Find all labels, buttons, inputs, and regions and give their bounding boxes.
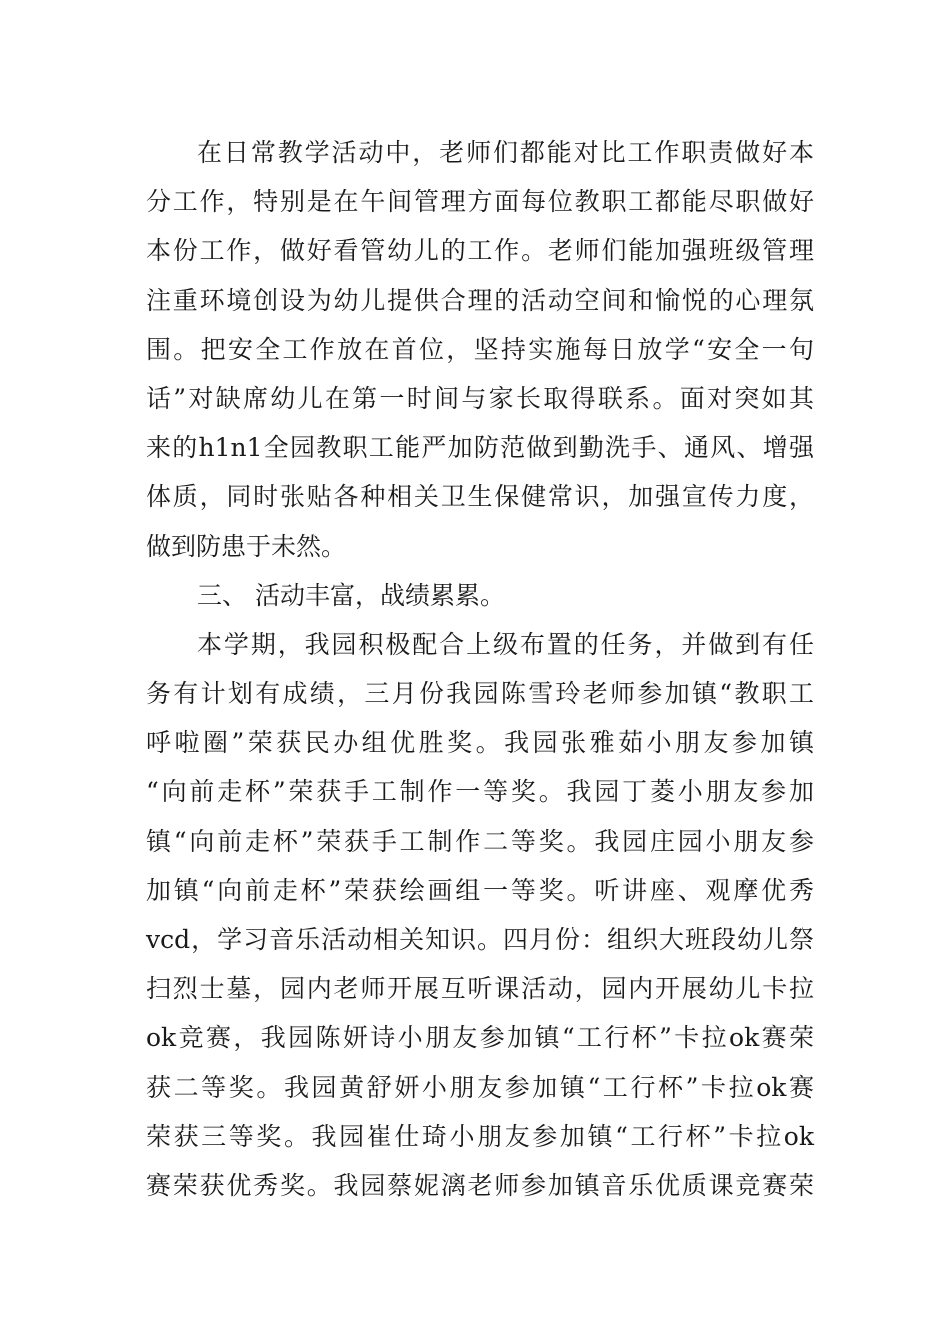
paragraph-2-line-3: 呼啦圈”荣获民办组优胜奖。我园张雅茹小朋友参加镇 [146,728,814,758]
paragraph-1-line-7: 来的h1n1全园教职工能严加防范做到勤洗手、通风、增强 [146,433,814,463]
paragraph-1-line-5: 围。把安全工作放在首位，坚持实施每日放学“安全一句 [146,334,814,364]
paragraph-2-line-10: 获二等奖。我园黄舒妍小朋友参加镇“工行杯”卡拉ok赛 [146,1072,814,1102]
document-body [146,128,814,1210]
paragraph-2-line-8: 扫烈士墓，园内老师开展互听课活动，园内开展幼儿卡拉 [146,974,814,1004]
paragraph-1-line-6: 话”对缺席幼儿在第一时间与家长取得联系。面对突如其 [146,383,814,413]
paragraph-1-line-2: 分工作，特别是在午间管理方面每位教职工都能尽职做好 [146,187,814,217]
paragraph-1-line-9: 做到防患于未然。 [146,531,347,561]
paragraph-1-line-1: 在日常教学活动中，老师们都能对比工作职责做好本 [197,138,814,167]
paragraph-2-line-9: ok竞赛，我园陈妍诗小朋友参加镇“工行杯”卡拉ok赛荣 [146,1023,814,1053]
paragraph-2-line-2: 务有计划有成绩，三月份我园陈雪玲老师参加镇“教职工 [146,679,814,709]
paragraph-1-line-8: 体质，同时张贴各种相关卫生保健常识，加强宣传力度， [146,482,814,512]
paragraph-2-line-11: 荣获三等奖。我园崔仕琦小朋友参加镇“工行杯”卡拉ok [146,1121,814,1151]
section-heading-3: 三、 活动丰富，战绩累累。 [197,580,505,610]
paragraph-2-line-6: 加镇“向前走杯”荣获绘画组一等奖。听讲座、观摩优秀 [146,875,814,905]
paragraph-2-line-12: 赛荣获优秀奖。我园蔡妮漓老师参加镇音乐优质课竞赛荣 [146,1170,814,1200]
paragraph-1-line-4: 注重环境创设为幼儿提供合理的活动空间和愉悦的心理氛 [146,285,814,315]
paragraph-2-line-7: vcd，学习音乐活动相关知识。四月份：组织大班段幼儿祭 [146,925,814,954]
paragraph-2-line-1: 本学期，我园积极配合上级布置的任务，并做到有任 [197,629,814,659]
paragraph-2-line-5: 镇“向前走杯”荣获手工制作二等奖。我园庄园小朋友参 [146,826,814,856]
paragraph-1-line-3: 本份工作，做好看管幼儿的工作。老师们能加强班级管理 [146,236,814,266]
paragraph-2-line-4: “向前走杯”荣获手工制作一等奖。我园丁菱小朋友参加 [146,777,814,807]
